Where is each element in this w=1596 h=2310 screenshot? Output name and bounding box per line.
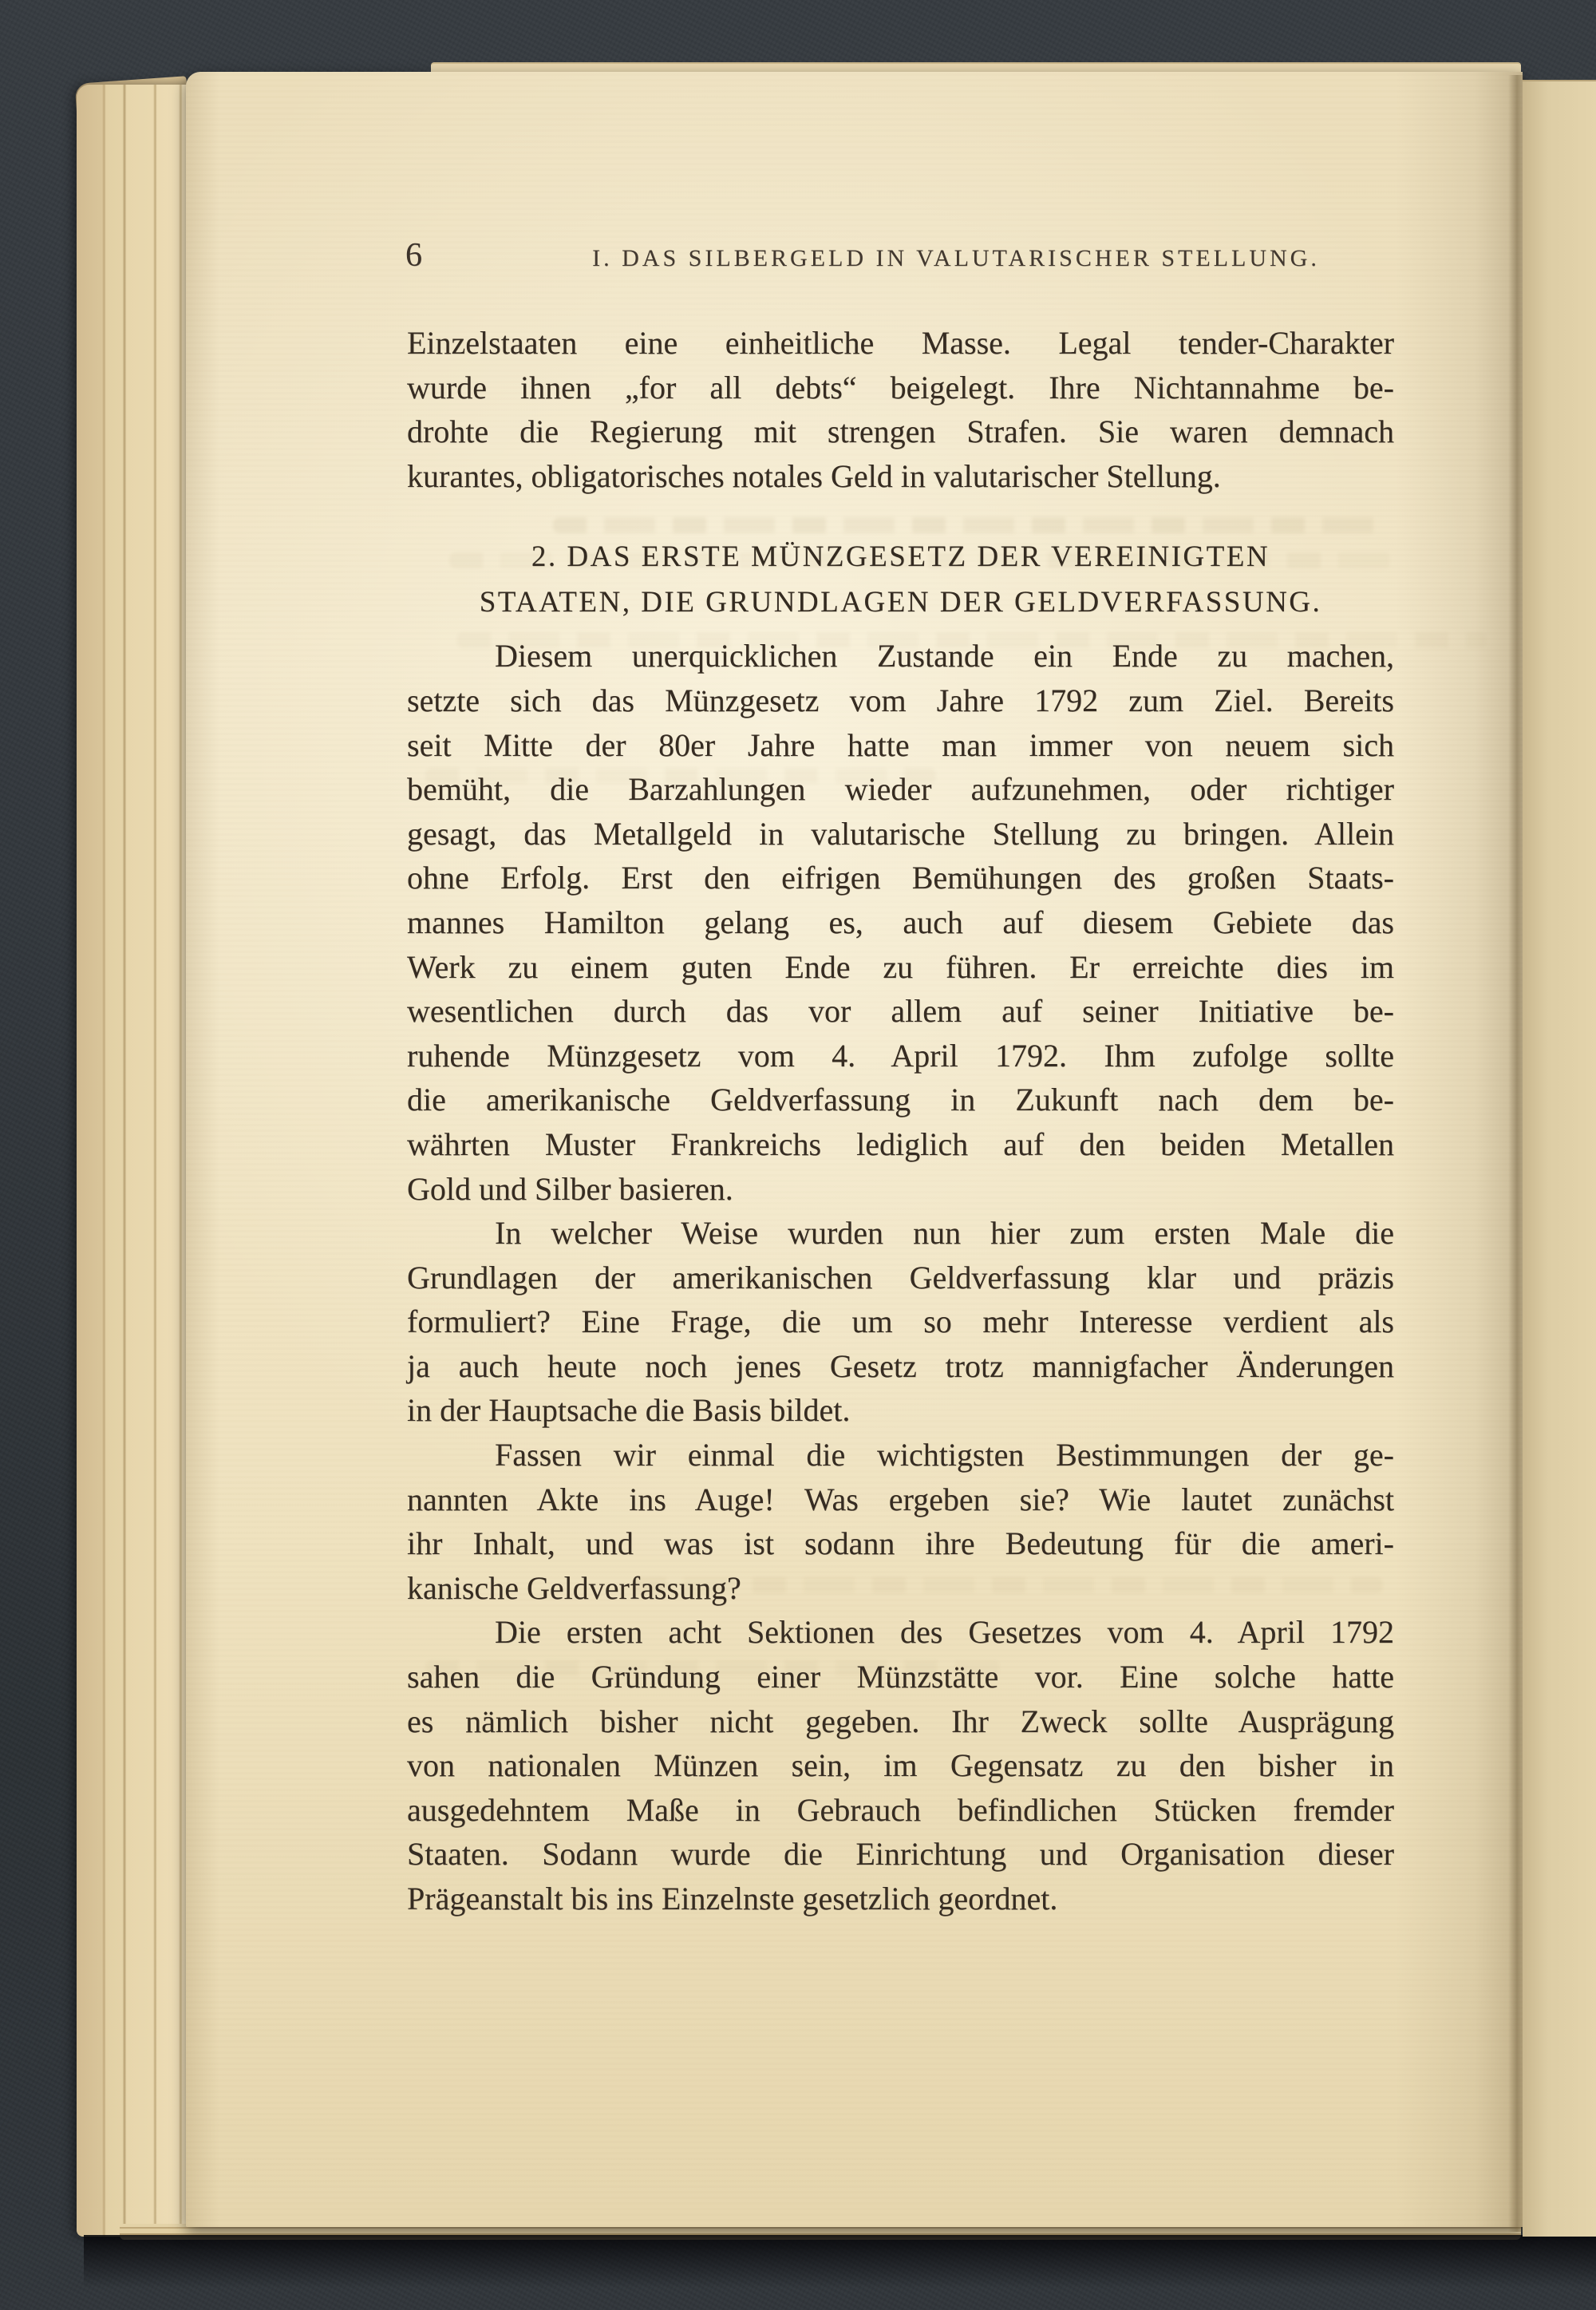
- text-line: drohte die Regierung mit strengen Strafen. Sie waren demnach: [407, 413, 1394, 450]
- text-line: Werk zu einem guten Ende zu führen. Er erreichte dies im: [407, 948, 1394, 985]
- heading-line: STAATEN, DIE GRUNDLAGEN DER GELDVERFASSUNG.: [479, 586, 1322, 619]
- paragraph: [407, 1610, 1394, 1920]
- text-line: formuliert? Eine Frage, die um so mehr Interesse verdient als: [407, 1303, 1394, 1340]
- text-line: kanische Geldverfassung?: [407, 1569, 741, 1606]
- text-line: wesentlichen durch das vor allem auf seiner Initiative be-: [407, 993, 1394, 1030]
- gutter-crease: [1508, 75, 1524, 2232]
- text-line: ausgedehntem Maße in Gebrauch befindlichen Stücken fremder: [407, 1791, 1394, 1828]
- text-line: seit Mitte der 80er Jahre hatte man immer von neuem sich: [407, 726, 1394, 763]
- heading-line: 2. DAS ERSTE MÜNZGESETZ DER VEREINIGTEN: [531, 540, 1270, 574]
- text-line: kurantes, obligatorisches notales Geld in valutarischer Stellung.: [407, 457, 1221, 494]
- text-line: ja auch heute noch jenes Gesetz trotz mannigfacher Änderungen: [407, 1347, 1394, 1384]
- adjacent-page-edge: [1523, 80, 1596, 2237]
- running-header: I. DAS SILBERGELD IN VALUTARISCHER STELLUNG.: [592, 245, 1320, 271]
- text-line: bemüht, die Barzahlungen wieder aufzunehmen, oder richtiger: [407, 771, 1394, 808]
- text-line: es nämlich bisher nicht gegeben. Ihr Zweck sollte Ausprägung: [407, 1703, 1394, 1739]
- paragraph: [407, 1211, 1394, 1433]
- text-line: In welcher Weise wurden nun hier zum ersten Male die: [495, 1215, 1394, 1252]
- text-line: Prägeanstalt bis ins Einzelnste gesetzlich geordnet.: [407, 1881, 1058, 1916]
- section-heading: [407, 534, 1394, 625]
- paragraph: [407, 321, 1394, 498]
- book-page: [186, 72, 1523, 2227]
- text-line: mannes Hamilton gelang es, auch auf diesem Gebiete das: [407, 904, 1394, 940]
- text-line: Diesem unerquicklichen Zustande ein Ende zu machen,: [495, 638, 1394, 674]
- text-line: ohne Erfolg. Erst den eifrigen Bemühungen des großen Staats-: [407, 860, 1394, 896]
- text-line: von nationalen Münzen sein, im Gegensatz zu den bisher in: [407, 1747, 1394, 1784]
- text-line: wurde ihnen „for all debts“ beigelegt. Ihre Nichtannahme be-: [407, 369, 1394, 405]
- text-line: währten Muster Frankreichs lediglich auf den beiden Metallen: [407, 1125, 1394, 1162]
- text-line: nannten Akte ins Auge! Was ergeben sie? Wie lautet zunächst: [407, 1481, 1394, 1517]
- text-line: in der Hauptsache die Basis bildet.: [407, 1392, 851, 1429]
- body-text: [407, 321, 1394, 1921]
- text-line: Die ersten acht Sektionen des Gesetzes vom 4. April 1792: [495, 1614, 1394, 1651]
- text-line: Grundlagen der amerikanischen Geldverfassung klar und präzis: [407, 1259, 1394, 1295]
- paragraph: [407, 1433, 1394, 1610]
- text-line: setzte sich das Münzgesetz vom Jahre 1792 zum Ziel. Bereits: [407, 682, 1394, 718]
- text-line: ihr Inhalt, und was ist sodann ihre Bedeutung für die ameri-: [407, 1525, 1394, 1562]
- text-line: die amerikanische Geldverfassung in Zukunft nach dem be-: [407, 1082, 1394, 1118]
- page-header: [405, 236, 1395, 286]
- page-number: 6: [405, 237, 423, 274]
- text-line: Gold und Silber basieren.: [407, 1170, 733, 1207]
- text-line: sahen die Gründung einer Münzstätte vor. Eine solche hatte: [407, 1659, 1394, 1695]
- text-line: ruhende Münzgesetz vom 4. April 1792. Ihm zufolge sollte: [407, 1037, 1394, 1074]
- text-line: gesagt, das Metallgeld in valutarische Stellung zu bringen. Allein: [407, 815, 1394, 852]
- paragraph: [407, 634, 1394, 1211]
- text-line: Fassen wir einmal die wichtigsten Bestimmungen der ge-: [495, 1437, 1394, 1473]
- page-edge-stack-left: [77, 85, 204, 2237]
- text-line: Staaten. Sodann wurde die Einrichtung und Organisation dieser: [407, 1836, 1394, 1873]
- text-line: Einzelstaaten eine einheitliche Masse. Legal tender-Charakter: [407, 325, 1394, 361]
- page-bottom-shadow: [84, 2235, 1596, 2288]
